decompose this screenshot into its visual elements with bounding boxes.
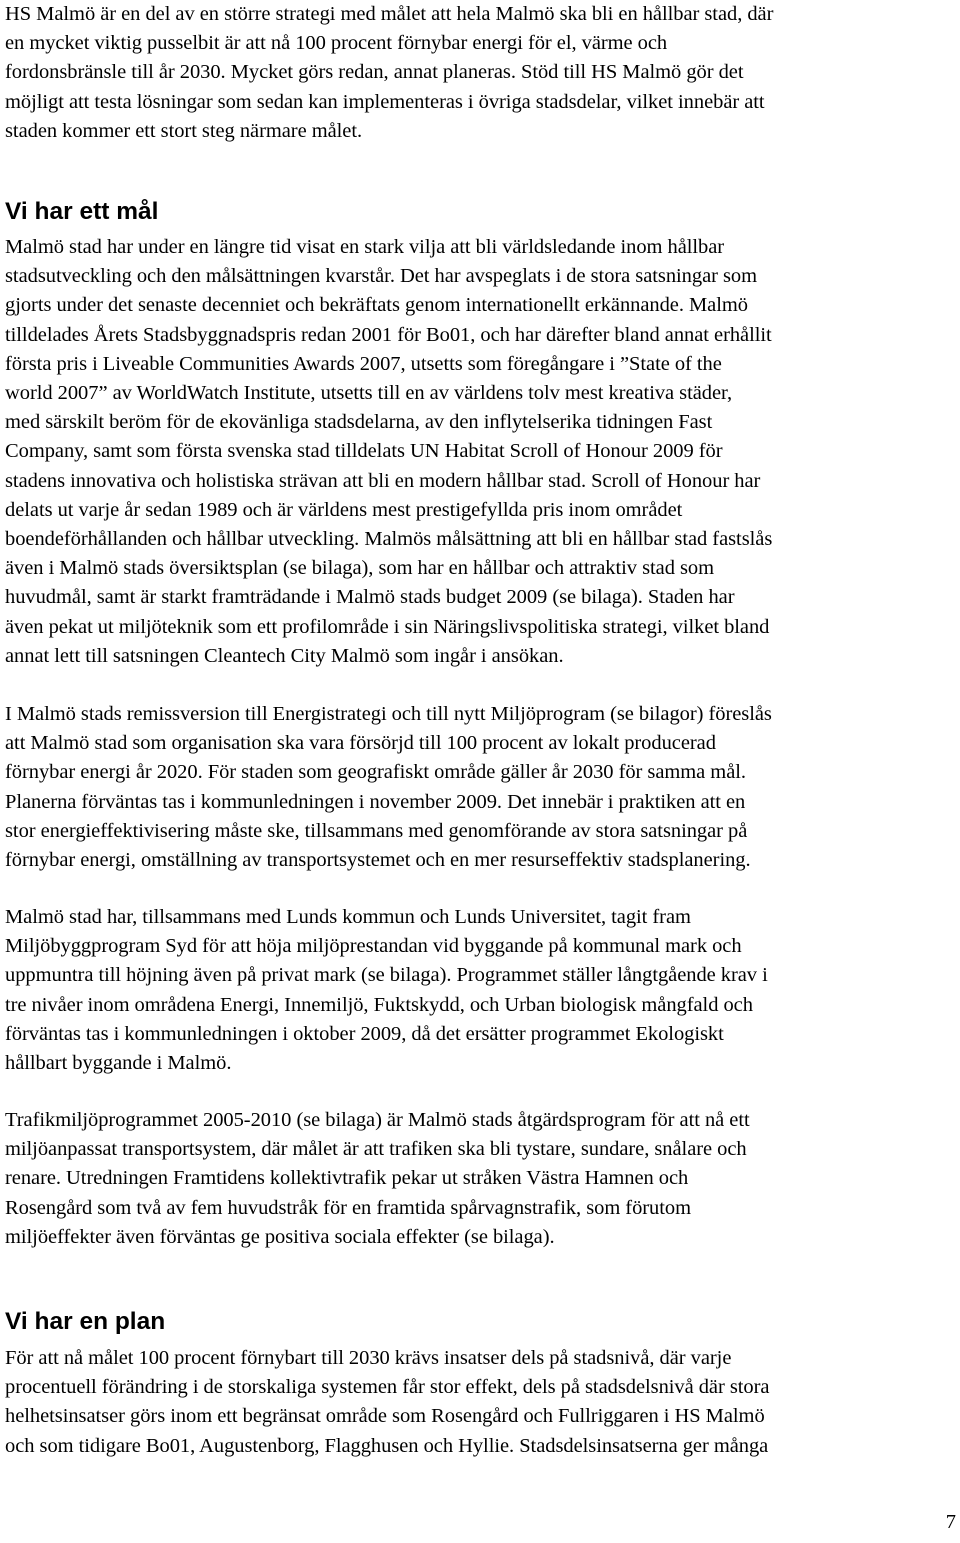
text-line: även i Malmö stads översiktsplan (se bilaga), som har en hållbar och attraktiv stad som <box>5 557 714 580</box>
text-line: procentuell förändring i de storskaliga systemen får stor effekt, dels på stadsdelsnivå där stora <box>5 1376 770 1399</box>
section-heading-goal: Vi har ett mål <box>5 198 159 225</box>
page-number: 7 <box>945 1511 956 1533</box>
text-line: miljöanpassat transportsystem, där målet är att trafiken ska bli tystare, sundare, snålare och <box>5 1138 747 1161</box>
text-line: Miljöbyggprogram Syd för att höja miljöprestandan vid byggande på kommunal mark och <box>5 935 742 958</box>
text-line: delats ut varje år sedan 1989 och är världens mest prestigefyllda pris inom området <box>5 498 683 521</box>
intro-paragraph <box>5 0 773 146</box>
text-line: möjligt att testa lösningar som sedan kan implementeras i övriga stadsdelar, vilket innebär att <box>5 90 765 113</box>
text-line: renare. Utredningen Framtidens kollektivtrafik pekar ut stråken Västra Hamnen och <box>5 1167 689 1190</box>
plan-paragraph <box>5 1344 769 1461</box>
text-line: tre nivåer inom områdena Energi, Innemiljö, Fuktskydd, och Urban biologisk mångfald och <box>5 993 753 1016</box>
text-line: och som tidigare Bo01, Augustenborg, Flagghusen och Hyllie. Stadsdelsinsatserna ger många <box>5 1434 769 1457</box>
text-line: med särskilt beröm för de ekovänliga stadsdelarna, av den inflytelserika tidningen Fast <box>5 411 713 434</box>
text-line: world 2007” av WorldWatch Institute, utsetts till en av världens tolv mest kreativa städer, <box>5 382 733 405</box>
goal-paragraph <box>5 233 772 671</box>
text-line: Rosengård som två av fem huvudstråk för en framtida spårvagnstrafik, som förutom <box>5 1196 691 1219</box>
text-line: förnybar energi år 2020. För staden som geografiskt område gäller år 2030 för samma mål. <box>5 761 746 784</box>
text-line: gjorts under det senaste decenniet och bekräftats genom internationellt erkännande. Malmö <box>5 294 748 317</box>
text-line: helhetsinsatser görs inom ett begränsat område som Rosengård och Fullriggaren i HS Malmö <box>5 1405 765 1428</box>
text-line: hållbart byggande i Malmö. <box>5 1052 232 1075</box>
text-line: stor energieffektivisering måste ske, tillsammans med genomförande av stora satsningar på <box>5 819 748 842</box>
text-line: I Malmö stads remissversion till Energistrategi och till nytt Miljöprogram (se bilagor) föreslås <box>5 703 772 725</box>
section-heading-plan: Vi har en plan <box>5 1308 166 1335</box>
text-line: även pekat ut miljöteknik som ett profilområde i sin Näringslivspolitiska strategi, vilket bland <box>5 615 770 638</box>
text-line: fordonsbränsle till år 2030. Mycket görs redan, annat planeras. Stöd till HS Malmö gör det <box>5 61 744 84</box>
text-line: stadens innovativa och holistiska strävan att bli en modern hållbar stad. Scroll of Honour har <box>5 469 761 492</box>
text-line: tilldelades Årets Stadsbyggnadspris redan 2001 för Bo01, och har därefter bland annat erhållit <box>5 323 772 346</box>
text-line: huvudmål, samt är starkt framträdande i Malmö stads budget 2009 (se bilaga). Staden har <box>5 586 735 609</box>
building-program-paragraph <box>5 903 768 1078</box>
text-line: boendeförhållanden och hållbar utveckling. Malmös målsättning att bli en hållbar stad fastslås <box>5 528 773 551</box>
text-line: Malmö stad har, tillsammans med Lunds kommun och Lunds Universitet, tagit fram <box>5 906 691 928</box>
text-line: miljöeffekter även förväntas ge positiva sociala effekter (se bilaga). <box>5 1225 555 1248</box>
text-line: Planerna förväntas tas i kommunledningen i november 2009. Det innebär i praktiken att en <box>5 790 746 813</box>
energy-strategy-paragraph <box>5 700 772 875</box>
text-line: Trafikmiljöprogrammet 2005-2010 (se bilaga) är Malmö stads åtgärdsprogram för att nå ett <box>5 1109 750 1131</box>
text-line: HS Malmö är en del av en större strategi med målet att hela Malmö ska bli en hållbar stad, där <box>5 3 774 25</box>
text-line: första pris i Liveable Communities Awards 2007, utsetts som föregångare i ”State of the <box>5 352 722 375</box>
text-line: Company, samt som första svenska stad tilldelats UN Habitat Scroll of Honour 2009 för <box>5 440 723 463</box>
text-line: förväntas tas i kommunledningen i oktober 2009, då det ersätter programmet Ekologiskt <box>5 1022 724 1045</box>
text-line: stadsutveckling och den målsättningen kvarstår. Det har avspeglats i de stora satsningar som <box>5 265 758 288</box>
traffic-program-paragraph <box>5 1106 750 1252</box>
text-line: staden kommer ett stort steg närmare målet. <box>5 119 363 142</box>
text-line: en mycket viktig pusselbit är att nå 100 procent förnybar energi för el, värme och <box>5 32 668 55</box>
text-line: att Malmö stad som organisation ska vara försörjd till 100 procent av lokalt producerad <box>5 732 716 755</box>
text-line: Malmö stad har under en längre tid visat en stark vilja att bli världsledande inom hållbar <box>5 236 725 258</box>
text-line: uppmuntra till höjning även på privat mark (se bilaga). Programmet ställer långtgående krav i <box>5 964 768 987</box>
text-line: annat lett till satsningen Cleantech City Malmö som ingår i ansökan. <box>5 644 564 667</box>
text-line: För att nå målet 100 procent förnybart till 2030 krävs insatser dels på stadsnivå, där varje <box>5 1347 732 1369</box>
text-line: förnybar energi, omställning av transportsystemet och en mer resurseffektiv stadsplanering. <box>5 849 751 872</box>
